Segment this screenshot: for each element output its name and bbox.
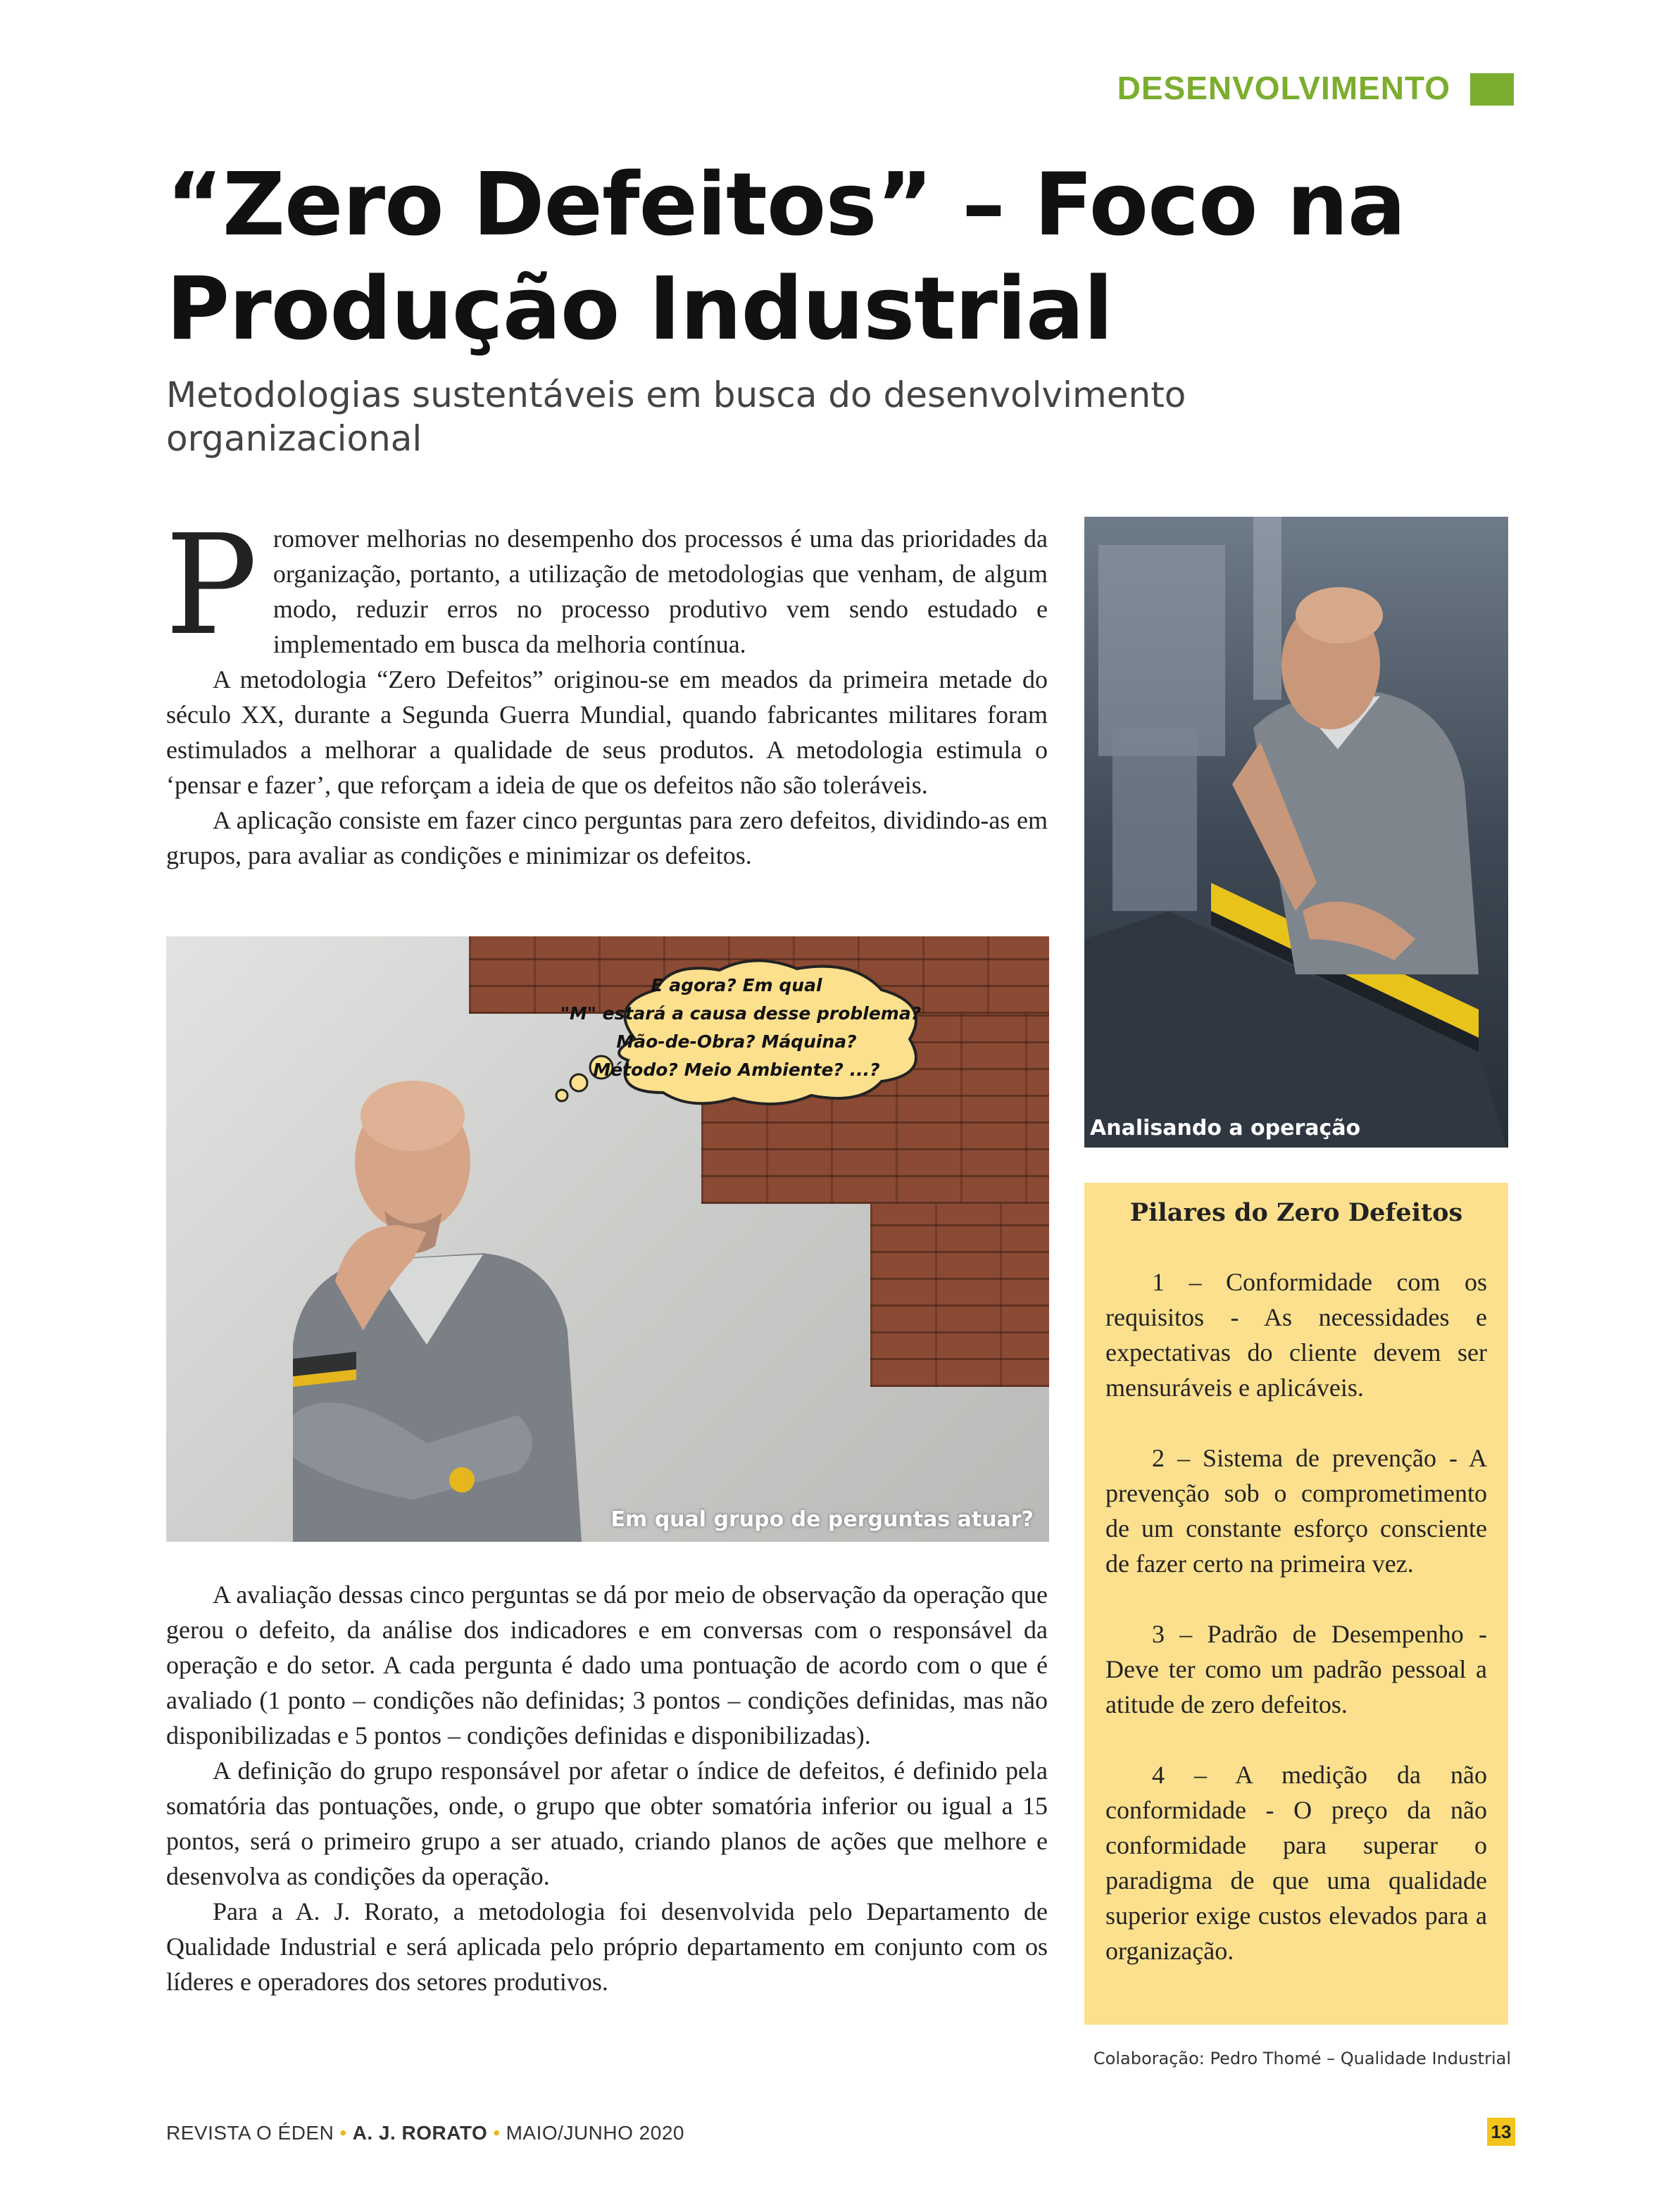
intro-paragraph-2: A metodologia “Zero Defeitos” originou-se em meados da primeira metade do século XX, durante a Segunda Guerra Mundial, quando fabricantes militares foram estimulados a melhorar a qualidade de seus produtos. A metodologia estimula o ‘pensar e fazer’, que reforçam a ideia de que os defeitos não são toleráveis. bbox=[166, 665, 1048, 799]
pillar-item: 4 – A medição da não conformidade - O preço da não conformidade para superar o paradigma de que uma qualidade superior exige custos elevados para a organização. bbox=[1105, 1761, 1487, 1965]
pillar-item: 2 – Sistema de prevenção - A prevenção sob o comprometimento de um constante esforço consciente de fazer certo na primeira vez. bbox=[1105, 1444, 1487, 1578]
article-title: “Zero Defeitos” – Foco na Produção Industrial bbox=[166, 155, 1405, 360]
lower-paragraph-2: A definição do grupo responsável por afetar o índice de defeitos, é definido pela somatória das pontuações, onde, o grupo que obter somatória inferior ou igual a 15 pontos, será o primeiro grupo a ser atuado, criando planos de ações que melhore e desenvolva as condições da operação. bbox=[166, 1757, 1048, 1890]
pillar-item: 3 – Padrão de Desempenho - Deve ter como um padrão pessoal a atitude de zero defeitos. bbox=[1105, 1620, 1487, 1718]
thinking-man-photo bbox=[166, 936, 1049, 1542]
thought-bubble-text bbox=[560, 972, 922, 1084]
section-accent-bar bbox=[1470, 73, 1514, 106]
brick-wall-lower bbox=[870, 1204, 1049, 1387]
factory-scene-illustration bbox=[1084, 517, 1508, 1148]
footer-magazine: REVISTA O ÉDEN bbox=[166, 2122, 334, 2144]
intro-paragraph-1: romover melhorias no desempenho dos processos é uma das prioridades da organização, portanto, a utilização de metodologias que venham, de algum modo, reduzir erros no processo produtivo vem sendo estudado e implementado em busca da melhoria contínua. bbox=[272, 524, 1048, 658]
section-label: DESENVOLVIMENTO bbox=[1117, 70, 1450, 106]
lower-paragraph-1: A avaliação dessas cinco perguntas se dá por meio de observação da operação que gerou o defeito, da análise dos indicadores e em conversas com o responsável da operação e do setor. A cada pergunta é dado uma pontuação de acordo com o que é avaliado (1 ponto – condições não definidas; 3 pontos – condições definidas, mas não disponibilizadas e 5 pontos – condições definidas e disponibilizadas). bbox=[166, 1581, 1048, 1749]
collaboration-credit: Colaboração: Pedro Thomé – Qualidade Industrial bbox=[1093, 2049, 1511, 2068]
page-footer bbox=[166, 2122, 684, 2144]
pillars-sidebar bbox=[1084, 1183, 1508, 2025]
pillars-title: Pilares do Zero Defeitos bbox=[1129, 1198, 1463, 1227]
intro-paragraph-3: A aplicação consiste em fazer cinco perguntas para zero defeitos, dividindo-as em grupos, para avaliar as condições e minimizar os defeitos. bbox=[166, 806, 1048, 869]
man-thinking-illustration bbox=[251, 1049, 645, 1542]
footer-date: MAIO/JUNHO 2020 bbox=[506, 2122, 684, 2144]
pillar-item: 1 – Conformidade com os requisitos - As necessidades e expectativas do cliente devem ser mensuráveis e aplicáveis. bbox=[1105, 1268, 1487, 1402]
footer-separator: • bbox=[493, 2122, 501, 2144]
footer-separator: • bbox=[339, 2122, 347, 2144]
intro-text bbox=[165, 505, 1048, 873]
bubble-line-2: "M" estará a causa desse problema? bbox=[560, 1003, 922, 1024]
lower-paragraph-3: Para a A. J. Rorato, a metodologia foi desenvolvida pelo Departamento de Qualidade Industrial e será aplicada pelo próprio departamento em conjunto com os líderes e operadores dos setores produtivos. bbox=[166, 1897, 1048, 1996]
bubble-line-4: Método? Meio Ambiente? ...? bbox=[593, 1060, 880, 1080]
operator-photo bbox=[1084, 517, 1508, 1148]
photo-caption-right: Analisando a operação bbox=[1090, 1116, 1361, 1140]
page-number: 13 bbox=[1487, 2118, 1515, 2146]
drop-cap: P bbox=[165, 505, 258, 666]
footer-company: A. J. RORATO bbox=[352, 2122, 488, 2144]
bubble-line-3: Mão-de-Obra? Máquina? bbox=[616, 1031, 857, 1052]
photo-caption-left: Em qual grupo de perguntas atuar? bbox=[610, 1507, 1034, 1532]
lower-text bbox=[166, 1577, 1048, 1999]
bubble-line-1: E agora? Em qual bbox=[651, 975, 822, 995]
article-subtitle: Metodologias sustentáveis em busca do desenvolvimento organizacional bbox=[166, 375, 1186, 459]
